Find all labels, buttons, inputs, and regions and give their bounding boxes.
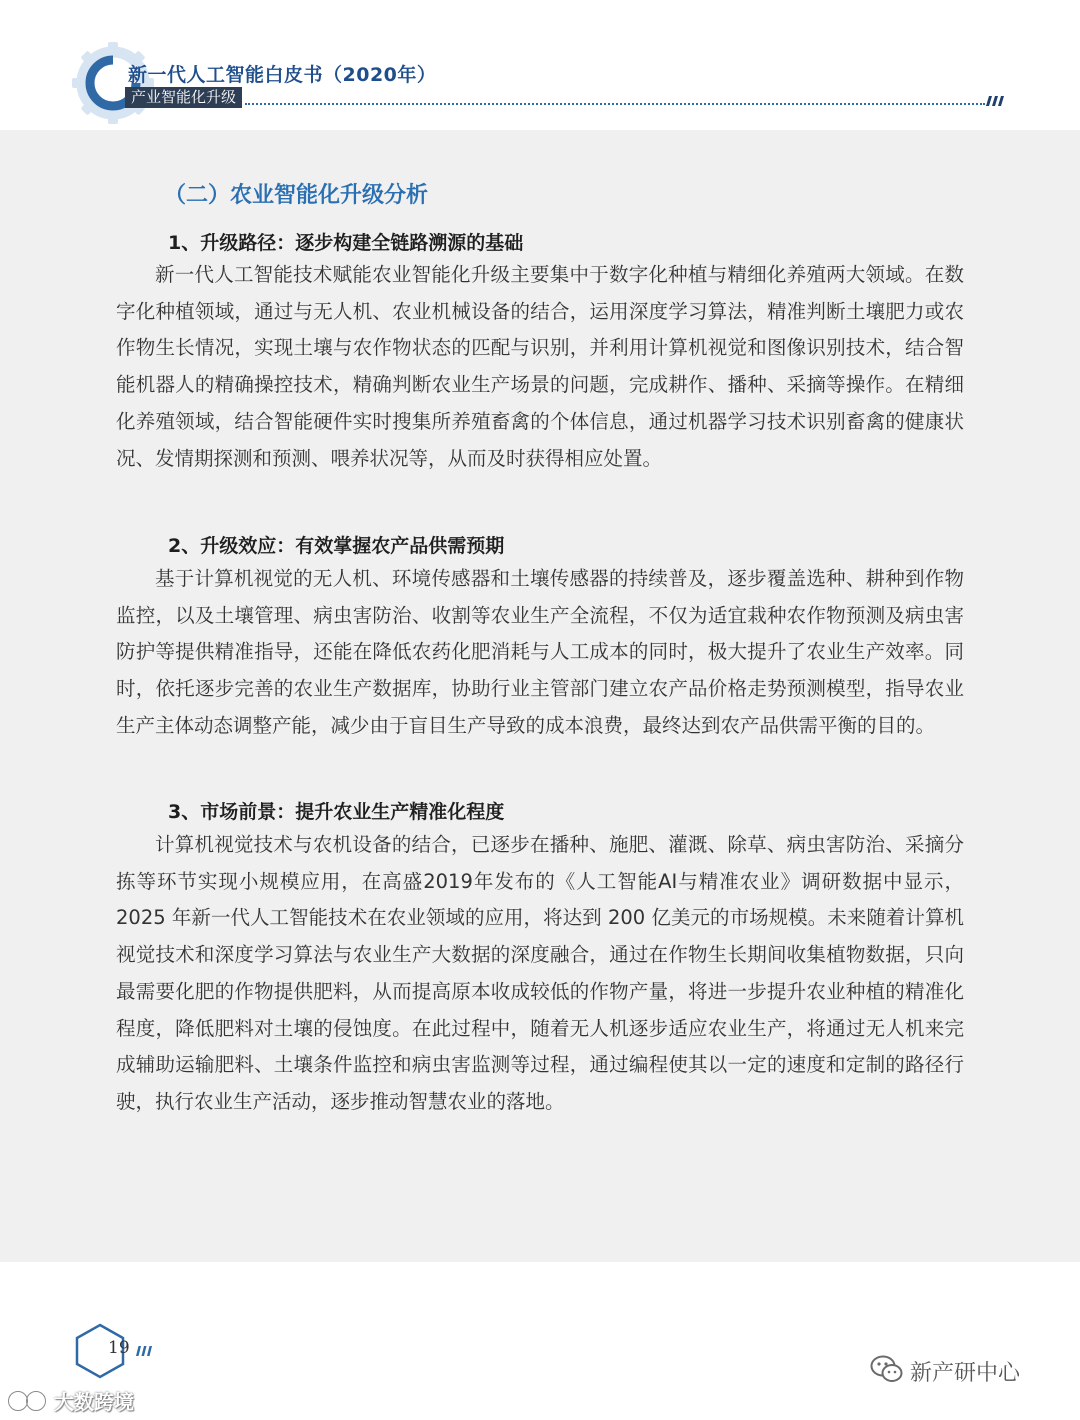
paragraph-3: 计算机视觉技术与农机设备的结合，已逐步在播种、施肥、灌溉、除草、病虫害防治、采摘分拣等环节实现小规模应用，在高盛2019年发布的《人工智能AI与精准农业》调研数据中显示，2025 年新一代人工智能技术在农业领域的应用，将达到 200 亿美元的市场规模。未来随着计算机视觉技术和深度学习算法与农业生产大数据的深度融合，通过在作物生长期间收集植物数据，只向最需要化肥的作物提供肥料，从而提高原本收成较低的作物产量，将进一步提升农业种植的精准化程度，降低肥料对土壤的侵蚀度。在此过程中，随着无人机逐步适应农业生产，将通过无人机来完成辅助运输肥料、土壤条件监控和病虫害监测等过程，通过编程使其以一定的速度和定制的路径行驶，执行农业生产活动，逐步推动智慧农业的落地。 xyxy=(116,833,964,1113)
subsection-heading-2: 2、升级效应：有效掌握农产品供需预期 xyxy=(168,535,505,557)
watermark-logo xyxy=(6,1388,50,1414)
watermark-text: 大数跨境 xyxy=(54,1390,134,1414)
section-heading: （二）农业智能化升级分析 xyxy=(164,183,429,208)
page-number: 19 xyxy=(108,1338,130,1358)
subsection-heading-3: 3、市场前景：提升农业生产精准化程度 xyxy=(168,801,505,823)
wechat-icon xyxy=(870,1354,904,1384)
source-label: 新产研中心 xyxy=(910,1361,1021,1386)
paragraph-2: 基于计算机视觉的无人机、环境传感器和土壤传感器的持续普及，逐步覆盖选种、耕种到作物监控，以及土壤管理、病虫害防治、收割等农业生产全流程，不仅为适宜栽种农作物预测及病虫害防护等提供精准指导，还能在降低农药化肥消耗与人工成本的同时，极大提升了农业生产效率。同时，依托逐步完善的农业生产数据库，协助行业主管部门建立农产品价格走势预测模型，指导农业生产主体动态调整产能，减少由于盲目生产导致的成本浪费，最终达到农产品供需平衡的目的。 xyxy=(116,567,964,737)
page-header xyxy=(0,0,1080,130)
bars-icon xyxy=(986,96,1008,106)
bars-icon xyxy=(136,1346,154,1356)
subsection-heading-1: 1、升级路径：逐步构建全链路溯源的基础 xyxy=(168,232,524,254)
section-tag: 产业智能化升级 xyxy=(125,87,242,108)
document-title: 新一代人工智能白皮书（2020年） xyxy=(128,64,437,86)
paragraph-1: 新一代人工智能技术赋能农业智能化升级主要集中于数字化种植与精细化养殖两大领域。在数字化种植领域，通过与无人机、农业机械设备的结合，运用深度学习算法，精准判断土壤肥力或农作物生长情况，实现土壤与农作物状态的匹配与识别，并利用计算机视觉和图像识别技术，结合智能机器人的精确操控技术，精确判断农业生产场景的问题，完成耕作、播种、采摘等操作。在精细化养殖领域，结合智能硬件实时搜集所养殖畜禽的个体信息，通过机器学习技术识别畜禽的健康状况、发情期探测和预测、喂养状况等，从而及时获得相应处置。 xyxy=(116,263,964,470)
header-divider xyxy=(245,103,985,105)
